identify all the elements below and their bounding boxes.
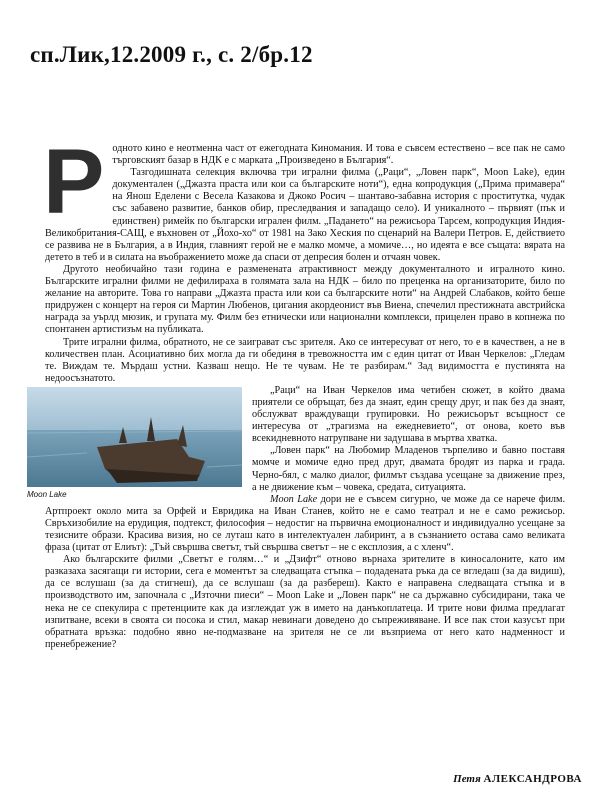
- paragraph-5: „Раци“ на Иван Черкелов има четибен сюжет, в който двама приятели се обръщат, без да знаят, един срещу друг, и пак без да знаят, обслужват враждуващи групировки. Но режисьорът всъщност се интересува от „трагизма на ежедневието“, от онова, което във всекидневното натрупване ни задушава в мъртва хватка.: [252, 384, 565, 445]
- article-body: [27, 131, 565, 651]
- citation-header: сп.Лик,12.2009 г., с. 2/бр.12: [30, 42, 313, 67]
- paragraph-2: Тазгодишната селекция включва три игрални филма („Раци“, „Ловен парк“, Moon Lake), един документален („Джазта праста или кои са българските ноти“), една копродукция („Прима примавера“ на Янош Еделени с Весела Казакова и Джоко Росич – шантаво-забавна история с проститутка, чудак със забавено развитие, банков обир, преследвания и западащо село). И уникалното – първият (пък и единствен) римейк по български игрален филм. „Падането“ на режисьора Тарсем, копродукция Индия-Великобритания-САЩ, е въхновен от „Йохо-хо“ от 1981 на Зако Хеския по сценарий на Валери Петров. Е, действието се развива не в България, а в Индия, главният герой не е малко момче, а момиче…, но идеята е все същата: вярата на детето в теб и в силата на въображението може да спаси от депресия болен и отчаян човек.: [45, 167, 565, 263]
- paragraph-1: Родното кино е неотменна част от ежегодната Киномания. И това е съвсем естествено – все пак не само търговският базар в НДК е с марката „Произведено в България“.: [43, 131, 565, 233]
- paragraph-4: Трите игрални филма, обратното, не се заиграват със зрителя. Ако се интересуват от него, то е в качествен, а не в количествен план. Асоциативно бих могла да ги обединя в тревожността им с един цитат от Иван Черкелов: „Гледам те. Виждам те. Мърдаш устни. Казваш нещо. Не те чувам. Не те разбирам.“ Зад видимостта е пустинята на недоосъзнатото.: [45, 336, 565, 384]
- paragraph-7: Moon Lake дори не е съвсем сигурно, че може да се нарече филм. Артпроект около мита за Орфей и Евридика на Иван Станев, който не е само театрал и не е само режисьор. Свръхизобилие на ерудиция, подтекст, философия – недостиг на първична емоционалност и индивидуално усещане за тезисните образи. Красива визия, но се луташ като в интелектуален лабиринт, а в съзнанието остава само великата фраза (цитат от Елиът): „Тъй свършва светът, тъй свършва светът – не с експлозия, а с хленч“.: [45, 493, 565, 554]
- paragraph-8: Ако българските филми „Светът е голям…“ и „Дзифт“ отново върнаха зрителите в киносалоните, като им разказаха засягащи ги истории, сега е моментът за следващата стъпка – подадената ръка да се вгледаш (за да видиш), да се вслушаш (за да стигнеш), да се вслушаш (за да разбереш). Както е направена следващата стъпка и в производството им, започнала с „Източни пиеси“ – Moon Lake и „Ловен парк“ не са държавно субсидирани, така че нека не се спекулира с претенциите как да изглеждат уж в името на данъкоплатеца. И трите нови филма предлагат изпитване, всеки в своята си посока и стил, макар невинаги доведено до съпреживяване. И все пак стои казусът при обратната връзка: подобно явно не-подмазване на зрителя не се ли възприема от него като надменност и пренебрежение?: [45, 554, 565, 650]
- photo-caption: Moon Lake: [27, 489, 67, 499]
- boat-wreck-image: [27, 387, 242, 487]
- paragraph-6: „Ловен парк“ на Любомир Младенов търпеливо и бавно поставя момче и момиче едно пред друг, двамата бродят из парка и града. Черно-бял, с малко диалог, филмът създава усещане за движение през, а не движение към – човека, средата, ситуацията.: [252, 445, 565, 493]
- drop-cap: Р: [43, 131, 105, 233]
- moon-lake-photo: [27, 387, 242, 501]
- paragraph-3: Другото необичайно тази година е разменената атрактивност между документалното и игралното кино. Българските игрални филми не дефилираха в голямата зала на НДК – било по преценка на организаторите, било по желание на авторите. Това го направи „Джазта праста или кои са българските ноти“ на Андрей Слабаков, който беше придружен с концерт на героя си Мартин Любенов, цигания акордеонист във Виена, спечелил престижната австрийска награда за уърлд мюзик, и групата му. Филм без етнически или национални комплекси, прицелен право в копнежа по спонтанен артистизъм на публиката.: [45, 263, 565, 336]
- author-signature: Петя АЛЕКСАНДРОВА: [453, 773, 582, 785]
